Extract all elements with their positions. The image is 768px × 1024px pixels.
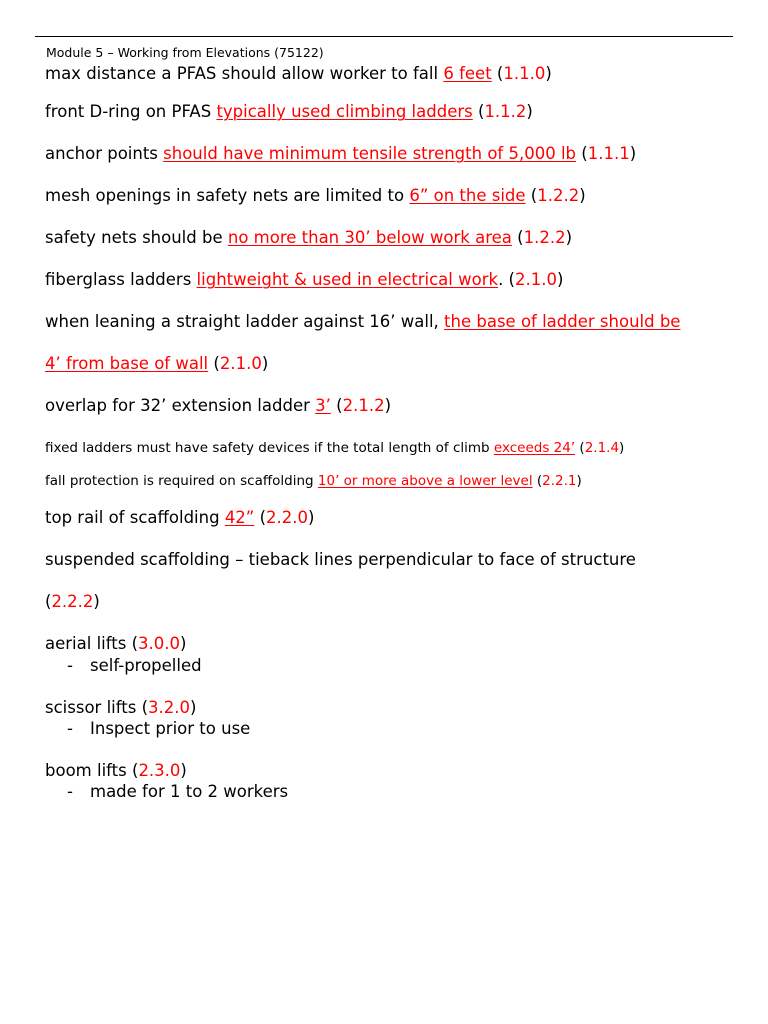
note-ref: 1.1.2 [484,102,527,121]
lift-name: aerial lifts [45,634,127,653]
note-ref: 2.2.1 [542,473,577,489]
note-line [45,311,680,333]
note-answer: 42” [224,508,255,527]
lift-heading: boom lifts (2.3.0) [45,761,187,780]
note-answer: typically used climbing ladders [216,102,473,121]
note-line: mesh openings in safety nets are limited to 6” on the side (1.2.2) [45,186,586,205]
note-text: front D-ring on PFAS [45,102,217,121]
note-answer: 10’ or more above a lower level [317,473,533,489]
note-ref: 1.1.0 [503,64,546,83]
note-text: fall protection is required on scaffolding [45,473,318,489]
note-line: max distance a PFAS should allow worker to fall 6 feet (1.1.0) [45,64,552,83]
note-line: top rail of scaffolding 42” (2.2.0) [45,508,315,527]
bullet-dash: - [67,782,73,801]
note-text: top rail of scaffolding [45,508,225,527]
note-ref: 2.2.0 [266,508,309,527]
note-line: safety nets should be no more than 30’ below work area (1.2.2) [45,228,572,247]
bullet-text: made for 1 to 2 workers [90,782,289,801]
note-text: anchor points [45,144,164,163]
lift-bullet [67,718,250,740]
lift-ref: 3.0.0 [138,634,180,653]
note-line: fixed ladders must have safety devices if the total length of climb exceeds 24’ (2.1.4) [45,440,625,456]
note-ref: 1.1.1 [587,144,630,163]
note-line: fall protection is required on scaffolding 10’ or more above a lower level (2.2.1) [45,473,582,489]
note-answer: the base of ladder should be [444,312,681,331]
lift-ref: 3.2.0 [148,698,190,717]
note-answer: exceeds 24’ [493,440,576,456]
note-answer: should have minimum tensile strength of 5,000 lb [163,144,577,163]
lift-name: boom lifts [45,761,127,780]
page-top-rule [35,36,733,37]
bullet-text: Inspect prior to use [90,719,251,738]
note-text: fixed ladders must have safety devices if the total length of climb [45,440,494,456]
note-ref: 2.2.2 [51,592,94,611]
note-line [45,549,636,571]
note-line: front D-ring on PFAS typically used climbing ladders (1.1.2) [45,102,533,121]
note-ref: 2.1.2 [342,396,385,415]
note-answer: 6” on the side [409,186,526,205]
note-answer: 6 feet [443,64,492,83]
note-ref: 1.2.2 [523,228,566,247]
note-answer: lightweight & used in electrical work [196,270,499,289]
note-line: overlap for 32’ extension ladder 3’ (2.1.2) [45,396,391,415]
lift-bullet [67,781,288,803]
note-ref: 2.1.0 [219,354,262,373]
note-text: safety nets should be [45,228,228,247]
bullet-dash: - [67,719,73,738]
note-answer: 3’ [315,396,331,415]
note-line: anchor points should have minimum tensile strength of 5,000 lb (1.1.1) [45,144,637,163]
note-line-continued: 4’ from base of wall (2.1.0) [45,354,269,373]
note-ref: 2.1.4 [584,440,620,456]
lift-heading: scissor lifts (3.2.0) [45,698,197,717]
note-line: fiberglass ladders lightweight & used in electrical work. (2.1.0) [45,270,564,289]
note-text: when leaning a straight ladder against 16’ wall, [45,312,445,331]
note-text: fiberglass ladders [45,270,197,289]
note-answer: no more than 30’ below work area [227,228,512,247]
note-text: max distance a PFAS should allow worker to fall [45,64,444,83]
note-text: mesh openings in safety nets are limited to [45,186,410,205]
note-text: overlap for 32’ extension ladder [45,396,316,415]
lift-bullet [67,655,202,677]
lift-name: scissor lifts [45,698,137,717]
bullet-text: self-propelled [90,656,202,675]
note-answer-continued: 4’ from base of wall [45,354,209,373]
note-line-continued: (2.2.2) [45,592,100,611]
note-text: suspended scaffolding – tieback lines perpendicular to face of structure [45,550,636,569]
note-ref: 1.2.2 [537,186,580,205]
note-suffix: . [498,270,504,289]
note-ref: 2.1.0 [515,270,557,289]
lift-heading: aerial lifts (3.0.0) [45,634,187,653]
lift-ref: 2.3.0 [138,761,181,780]
module-header: Module 5 – Working from Elevations (75122) [46,45,324,60]
bullet-dash: - [67,656,73,675]
